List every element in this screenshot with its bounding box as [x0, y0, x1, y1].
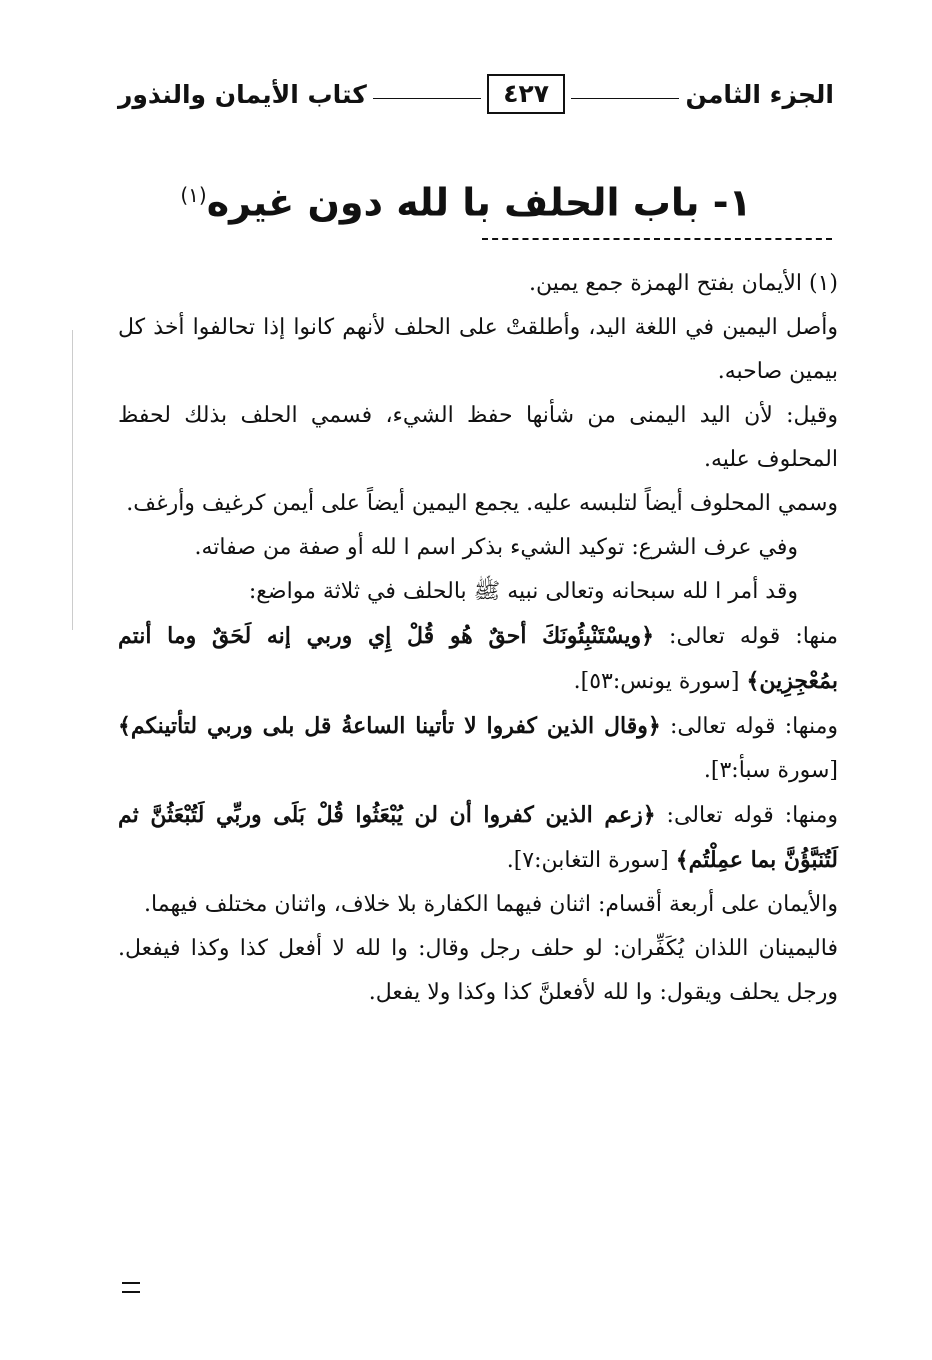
quran-citation [118, 704, 838, 793]
surah-reference: [سورة التغابن:٧]. [506, 848, 676, 873]
footnote-paragraph: وسمي المحلوف أيضاً لتلبسه عليه. يجمع اليمين أيضاً على أيمن كرغيف وأرغف. [126, 491, 838, 516]
quran-verse: ﴿وقال الذين كفروا لا تأتينا الساعةُ قل بلى وربي لتأتينكم﴾ [118, 713, 661, 739]
chapter-title [100, 170, 832, 228]
page-number: ٤٢٧ [487, 74, 565, 114]
citation-intro: منها: قوله تعالى: [654, 624, 838, 649]
citation-intro: ومنها: قوله تعالى: [655, 803, 838, 828]
footnote-paragraph: وقيل: لأن اليد اليمنى من شأنها حفظ الشيء، فسمي الحلف بذلك لحفظ المحلوف عليه. [118, 403, 838, 472]
citation-intro: ومنها: قوله تعالى: [660, 714, 838, 739]
chapter-title-text: ١- باب الحلف با لله دون غيره [206, 180, 752, 225]
footnote-paragraph: والأيمان على أربعة أقسام: اثنان فيهما الكفارة بلا خلاف، واثنان مختلف فيهما. [144, 892, 838, 917]
quran-verse: ﴿ويسْتَنْبِئُونَكَ أحقٌ هُو قُلْ إِي وربي إنه لَحَقٌ وما أنتم بمُعْجِزِين﴾ [118, 623, 838, 694]
margin-line [72, 330, 73, 630]
book-title: كتاب الأيمان والنذور [118, 79, 367, 109]
running-header [118, 72, 834, 116]
continuation-mark [122, 1282, 140, 1293]
volume-label: الجزء الثامن [685, 79, 834, 109]
footnote-separator [482, 238, 832, 240]
chapter-footnote-marker: (١) [180, 183, 207, 207]
surah-reference: [سورة سبأ:٣]. [703, 758, 838, 783]
footnote-paragraph: فاليمينان اللذان يُكَفِّران: لو حلف رجل وقال: وا لله لا أفعل كذا وكذا فيفعل. ورجل يحلف ويقول: وا لله لأفعلنَّ كذا وكذا ولا يفعل. [118, 936, 838, 1005]
quran-citation [118, 793, 838, 883]
footnote-paragraph: (١) الأيمان بفتح الهمزة جمع يمين. [528, 271, 838, 296]
quran-verse: ﴿زعم الذين كفروا أن لن يُبْعَثُوا قُلْ بَلَى وربِّي لَتُبْعَثُنَّ ثم لَتُنَبَّؤُنَّ بما عمِلْتُم﴾ [118, 802, 838, 873]
footnote-paragraph: وقد أمر ا لله سبحانه وتعالى نبيه ﷺ بالحلف في ثلاثة مواضع: [248, 579, 798, 604]
footnote-paragraph: وأصل اليمين في اللغة اليد، وأطلقتْ على الحلف لأنهم كانوا إذا تحالفوا أخذ كل بيمين صاحبه. [118, 315, 838, 384]
footnote-paragraph: وفي عرف الشرع: توكيد الشيء بذكر اسم ا لله أو صفة من صفاته. [194, 535, 798, 560]
header-rule-right [571, 98, 679, 99]
surah-reference: [سورة يونس:٥٣]. [573, 669, 747, 694]
footnotes-section [118, 262, 838, 1015]
header-rule-left [373, 98, 481, 99]
quran-citation [118, 614, 838, 704]
